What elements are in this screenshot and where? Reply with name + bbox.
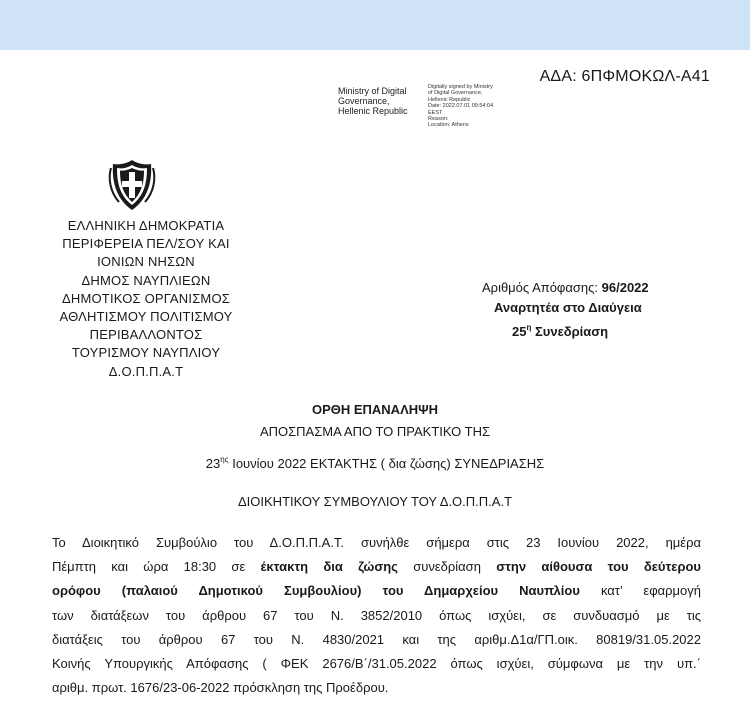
signer-line: Governance,	[338, 96, 390, 106]
signature-line: Digitally signed by Ministry	[428, 84, 493, 90]
session-number	[470, 318, 700, 342]
signature-line: Reason:	[428, 116, 449, 123]
signature-line: Location: Athens	[428, 122, 469, 129]
decision-number-label: Αριθμός Απόφασης:	[482, 280, 599, 295]
signature-line: Hellenic Republic	[428, 96, 471, 103]
signature-line: of Digital Governance,	[428, 90, 483, 97]
authority-line: ΠΕΡΙΒΑΛΛΟΝΤΟΣ	[89, 327, 203, 343]
decision-info	[470, 278, 700, 342]
body-line: Το Διοικητικό Συμβούλιο του Δ.Ο.Π.Π.Α.Τ. συνήλθε σήμερα στις 23 Ιουνίου 2022, ημέρα	[52, 535, 701, 550]
authority-line: ΑΘΛΗΤΙΣΜΟΥ ΠΟΛΙΤΙΣΜΟΥ	[59, 309, 233, 325]
session-word: Συνεδρίαση	[534, 324, 609, 339]
body-line: διατάξεις του άρθρου 67 του Ν. 4830/2021 και της αριθμ.Δ1α/ΓΠ.οικ. 80819/31.05.2022	[52, 631, 701, 647]
authority-line: ΔΗΜΟΤΙΚΟΣ ΟΡΓΑΝΙΣΜΟΣ	[61, 290, 231, 306]
session-date	[0, 455, 750, 471]
body-text: κατ’ εφαρμογή	[579, 583, 701, 599]
ada-code: ΑΔΑ: 6ΠΦΜΟΚΩΛ-Α41	[539, 68, 710, 85]
excerpt-title: ΑΠΟΣΠΑΣΜΑ ΑΠΟ ΤΟ ΠΡΑΚΤΙΚΟ ΤΗΣ	[259, 424, 491, 439]
authority-line: Δ.Ο.Π.Π.Α.Τ	[108, 363, 184, 379]
greek-coat-of-arms-icon	[107, 158, 157, 212]
signature-details	[428, 84, 493, 129]
date-sup: ης	[220, 455, 229, 464]
authority-line: ΤΟΥΡΙΣΜΟΥ ΝΑΥΠΛΙΟΥ	[71, 345, 221, 361]
date-rest: Ιουνίου 2022 ΕΚΤΑΚΤΗΣ ( δια ζώσης) ΣΥΝΕΔΡΙΑΣΗΣ	[232, 456, 545, 471]
body-text: Πέμπτη και ώρα 18:30 σε	[52, 559, 261, 575]
body-bold: στην αίθουσα του δεύτερου	[496, 559, 701, 575]
issuing-authority	[26, 217, 266, 381]
authority-line: ΕΛΛΗΝΙΚΗ ΔΗΜΟΚΡΑΤΙΑ	[67, 218, 225, 233]
correction-title: ΟΡΘΗ ΕΠΑΝΑΛΗΨΗ	[311, 402, 439, 417]
board-title: ΔΙΟΙΚΗΤΙΚΟΥ ΣΥΜΒΟΥΛΙΟΥ ΤΟΥ Δ.Ο.Π.Π.Α.Τ	[237, 494, 513, 509]
body-line	[52, 579, 701, 603]
body-text: συνεδρίαση	[397, 559, 497, 575]
body-line: αριθμ. πρωτ. 1676/23-06-2022 πρόσκληση της Προέδρου.	[52, 680, 389, 696]
session-sup: η	[526, 323, 532, 332]
date-num: 23	[205, 456, 221, 471]
authority-line: ΔΗΜΟΣ ΝΑΥΠΛΙΕΩΝ	[81, 272, 211, 288]
body-paragraph	[52, 531, 701, 700]
diavgeia-note: Αναρτητέα στο Διαύγεια	[494, 300, 642, 315]
decision-number-value: 96/2022	[601, 280, 649, 295]
session-num: 25	[512, 324, 527, 339]
signature-line: EEST	[428, 109, 443, 116]
authority-line: ΙΟΝΙΩΝ ΝΗΣΩΝ	[97, 254, 195, 270]
body-bold: ορόφου (παλαιού Δημοτικού Συμβουλίου) του Δημαρχείου Ναυπλίου	[52, 583, 580, 599]
signer-line: Ministry of Digital	[338, 86, 407, 96]
digital-signer	[338, 86, 408, 116]
top-banner	[0, 0, 750, 50]
decision-number	[470, 278, 700, 298]
body-line: των διατάξεων του άρθρου 67 του Ν. 3852/2010 όπως ισχύει, σε συνδυασμό με τις	[52, 607, 701, 623]
signer-line: Hellenic Republic	[338, 106, 408, 116]
body-line	[52, 555, 701, 579]
body-line: Κοινής Υπουργικής Απόφασης ( ΦΕΚ 2676/Β΄/31.05.2022 όπως ισχύει, σύμφωνα με την υπ.΄	[52, 656, 701, 672]
body-bold: έκτακτη δια ζώσης	[260, 559, 398, 575]
signature-line: Date: 2022.07.01 09:54:04	[428, 103, 494, 110]
authority-line: ΠΕΡΙΦΕΡΕΙΑ ΠΕΛ/ΣΟΥ ΚΑΙ	[62, 236, 230, 252]
